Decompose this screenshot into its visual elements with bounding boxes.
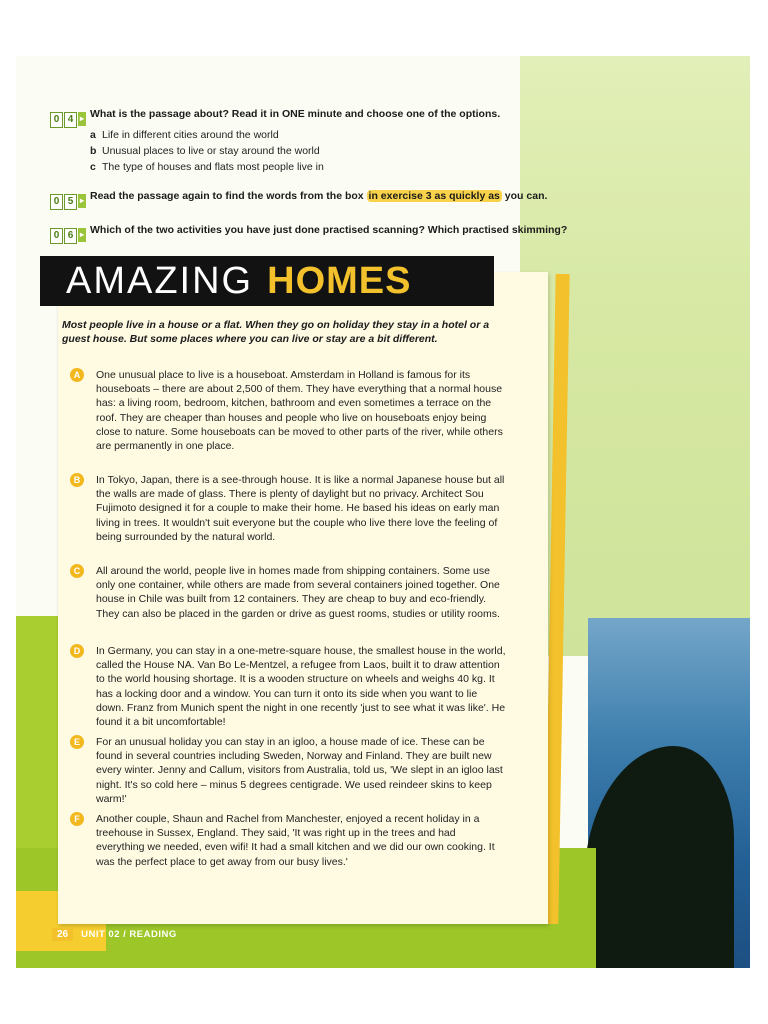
paragraph-d [73, 644, 506, 729]
question-text-part: Read the passage again to find the words from the box [90, 190, 367, 202]
arrow-icon: ▸ [78, 194, 86, 208]
option-a [90, 129, 279, 141]
paragraph-letter: F [70, 812, 84, 826]
paragraph-letter: E [70, 735, 84, 749]
paragraph-text: All around the world, people live in homes made from shipping containers. Some use only one container, while others are made from several containers joined together. One house in Chile was built from 12 containers. They are cheap to buy and eco-friendly. They can also be placed in the garden or drive as guest rooms, studies or utility rooms. [96, 565, 500, 620]
title-word-highlight: HOMES [267, 259, 412, 302]
title-word: AMAZING [66, 259, 254, 302]
paragraph-e [73, 735, 506, 806]
question-number-05 [50, 194, 86, 210]
option-b [90, 145, 320, 157]
paragraph-letter: D [70, 644, 84, 658]
paragraph-text: Another couple, Shaun and Rachel from Manchester, enjoyed a recent holiday in a treehouse in Sussex, England. They said, 'It was right up in the trees and had everything we needed, even wifi! It had a small kitchen and we did our own cooking. It was the perfect place to get away from our busy lives.' [96, 813, 495, 868]
paragraph-c [73, 564, 506, 621]
paragraph-f [74, 812, 506, 869]
paragraph-text: One unusual place to live is a houseboat. Amsterdam in Holland is famous for its houseboats – there are about 2,500 of them. They have everything that a normal house has: a living room, bedroom, kitchen, bathroom and even sometimes a terrace on the roof. They are cheaper than houses and people who live on houseboats enjoy being close to nature. Some houseboats can be moved to other parts of the river, while others are permanently in one place. [96, 369, 503, 453]
paragraph-b [73, 473, 506, 544]
digit: 0 [50, 228, 63, 244]
page-number: 26 [52, 928, 73, 941]
paragraph-a [73, 368, 506, 453]
paragraph-text: In Germany, you can stay in a one-metre-square house, the smallest house in the world, called the House NA. Van Bo Le-Mentzel, a refugee from Laos, built it to draw attention to the world housing shortage. It is a wooden structure on wheels and weighs 40 kg. It has a locking door and a window. You can turn it onto its side when you want to lie down. Franz from Munich spent the night in one recently 'just to see what it was like'. He found it a bit uncomfortable! [96, 645, 506, 729]
question-text: What is the passage about? Read it in ONE minute and choose one of the options. [90, 108, 501, 120]
option-letter: c [90, 161, 96, 173]
paragraph-letter: A [70, 368, 84, 382]
option-letter: b [90, 145, 97, 157]
option-c [90, 161, 324, 173]
article-intro: Most people live in a house or a flat. When they go on holiday they stay in a hotel or a guest house. But some places where you can live or stay are a bit different. [62, 319, 490, 345]
option-text: Life in different cities around the world [102, 129, 279, 141]
digit: 0 [50, 194, 63, 210]
question-text-part: you can. [501, 190, 548, 202]
option-letter: a [90, 129, 96, 141]
digit: 4 [64, 112, 77, 128]
article-title [40, 256, 494, 306]
paragraph-text: For an unusual holiday you can stay in an igloo, a house made of ice. These can be found in several countries including Sweden, Norway and Finland. They are built new every winter. Jenny and Callum, visitors from Australia, told us, 'We slept in an igloo last night. It's so cold here – minus 5 degrees centigrade. We used reindeer skins to keep warm!' [96, 736, 503, 805]
option-text: The type of houses and flats most people live in [102, 161, 324, 173]
question-number-04 [50, 112, 86, 128]
textbook-page [16, 56, 750, 968]
highlighted-text: in exercise 3 as quickly as [368, 190, 500, 202]
digit: 0 [50, 112, 63, 128]
question-text [90, 190, 547, 202]
arrow-icon: ▸ [78, 228, 86, 242]
unit-label: UNIT 02 / READING [81, 929, 177, 940]
digit: 5 [64, 194, 77, 210]
question-text: Which of the two activities you have just done practised scanning? Which practised skimming? [90, 224, 568, 236]
digit: 6 [64, 228, 77, 244]
paragraph-letter: C [70, 564, 84, 578]
arrow-icon: ▸ [78, 112, 86, 126]
paragraph-letter: B [70, 473, 84, 487]
option-text: Unusual places to live or stay around the world [102, 145, 320, 157]
paragraph-text: In Tokyo, Japan, there is a see-through house. It is like a normal Japanese house but all the walls are made of glass. There is plenty of daylight but no privacy. Architect Sou Fujimoto designed it for a couple to make their home. He based his ideas on early man living in trees. It wouldn't suit everyone but the couple who live there love the feeling of being surrounded by the natural world. [96, 474, 505, 543]
page-footer [52, 928, 177, 941]
question-number-06 [50, 228, 86, 244]
